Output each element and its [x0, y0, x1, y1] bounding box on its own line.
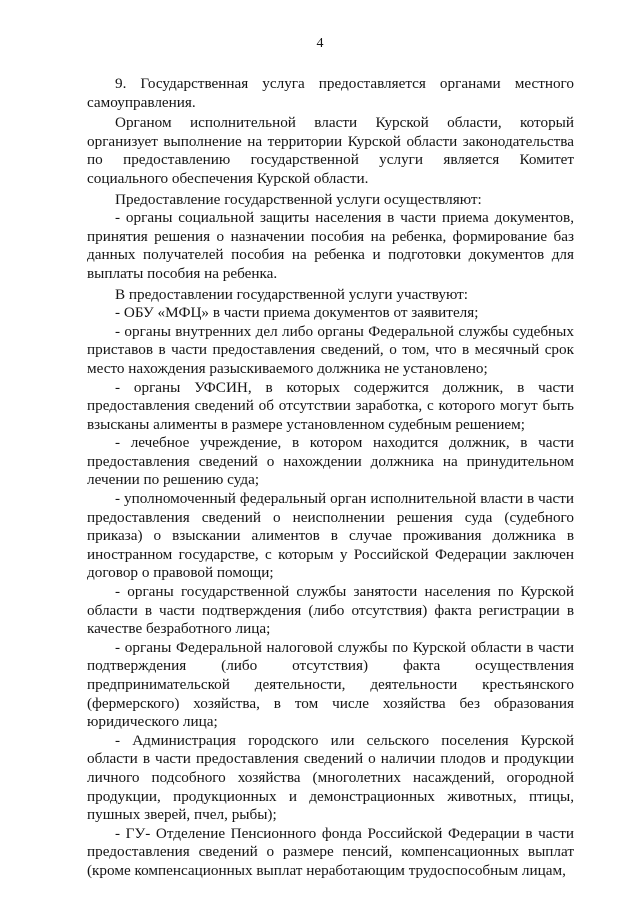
paragraph-participants-intro: В предоставлении государственной услуги участвуют: [115, 285, 468, 303]
paragraph-mfc: - ОБУ «МФЦ» в части приема документов от заявителя; [115, 304, 479, 322]
document-body [87, 75, 574, 881]
paragraph-employment-service: - органы государственной службы занятости населения по Курской области в части подтверждения (либо отсутствия) факта регистрации в качестве безработного лица; [87, 583, 574, 638]
paragraph-social-protection: - органы социальной защиты населения в части приема документов, принятия решения о назначении пособия на ребенка, формирование баз данных получателей пособия на ребенка и подготовки документов для выплаты пособия на ребенка. [87, 209, 574, 282]
paragraph-tax-service: - органы Федеральной налоговой службы по Курской области в части подтверждения (либо отсутствия) факта осуществления предпринимательской деятельности, деятельности крестьянского (фермерского) хозяйства, в том числе хозяйства без образования юридического лица; [87, 638, 574, 731]
paragraph-internal-affairs: - органы внутренних дел либо органы Федеральной службы судебных приставов в части предоставления сведений, о том, что в месячный срок место нахождения разыскиваемого должника не установлено; [87, 322, 574, 377]
paragraph-item-9: 9. Государственная услуга предоставляется органами местного самоуправления. [87, 75, 574, 111]
paragraph-executive-body: Органом исполнительной власти Курской области, который организует выполнение на территории Курской области законодательства по предоставлению государственной услуги является Комитет социального обеспечения Курской области. [87, 114, 574, 187]
paragraph-pension-fund: - ГУ- Отделение Пенсионного фонда Российской Федерации в части предоставления сведений о размере пенсий, компенсационных выплат (кроме компенсационных выплат неработающим трудоспособным лицам, [87, 824, 574, 879]
paragraph-federal-body: - уполномоченный федеральный орган исполнительной власти в части предоставления сведений о неисполнении решения суда (судебного приказа) о взыскании алиментов в случае проживания должника в иностранном государстве, с которым у Российской Федерации заключен договор о правовой помощи; [87, 490, 574, 582]
paragraph-settlement-administration: - Администрация городского или сельского поселения Курской области в части предоставления сведений о наличии плодов и продукции личного подсобного хозяйства (многолетних насаждений, огородной продукции, продукционных и демонстрационных животных, птицы, пушных зверей, пчел, рыбы); [87, 731, 574, 824]
paragraph-ufsin: - органы УФСИН, в которых содержится должник, в части предоставления сведений об отсутствии заработка, с которого могут быть взысканы алименты в размере установленном судебным решением; [87, 378, 574, 433]
paragraph-providers-intro: Предоставление государственной услуги осуществляют: [115, 190, 482, 208]
page-number: 4 [316, 36, 324, 51]
paragraph-medical-institution: - лечебное учреждение, в котором находится должник, в части предоставления сведений о нахождении должника на принудительном лечении по решению суда; [87, 434, 574, 489]
